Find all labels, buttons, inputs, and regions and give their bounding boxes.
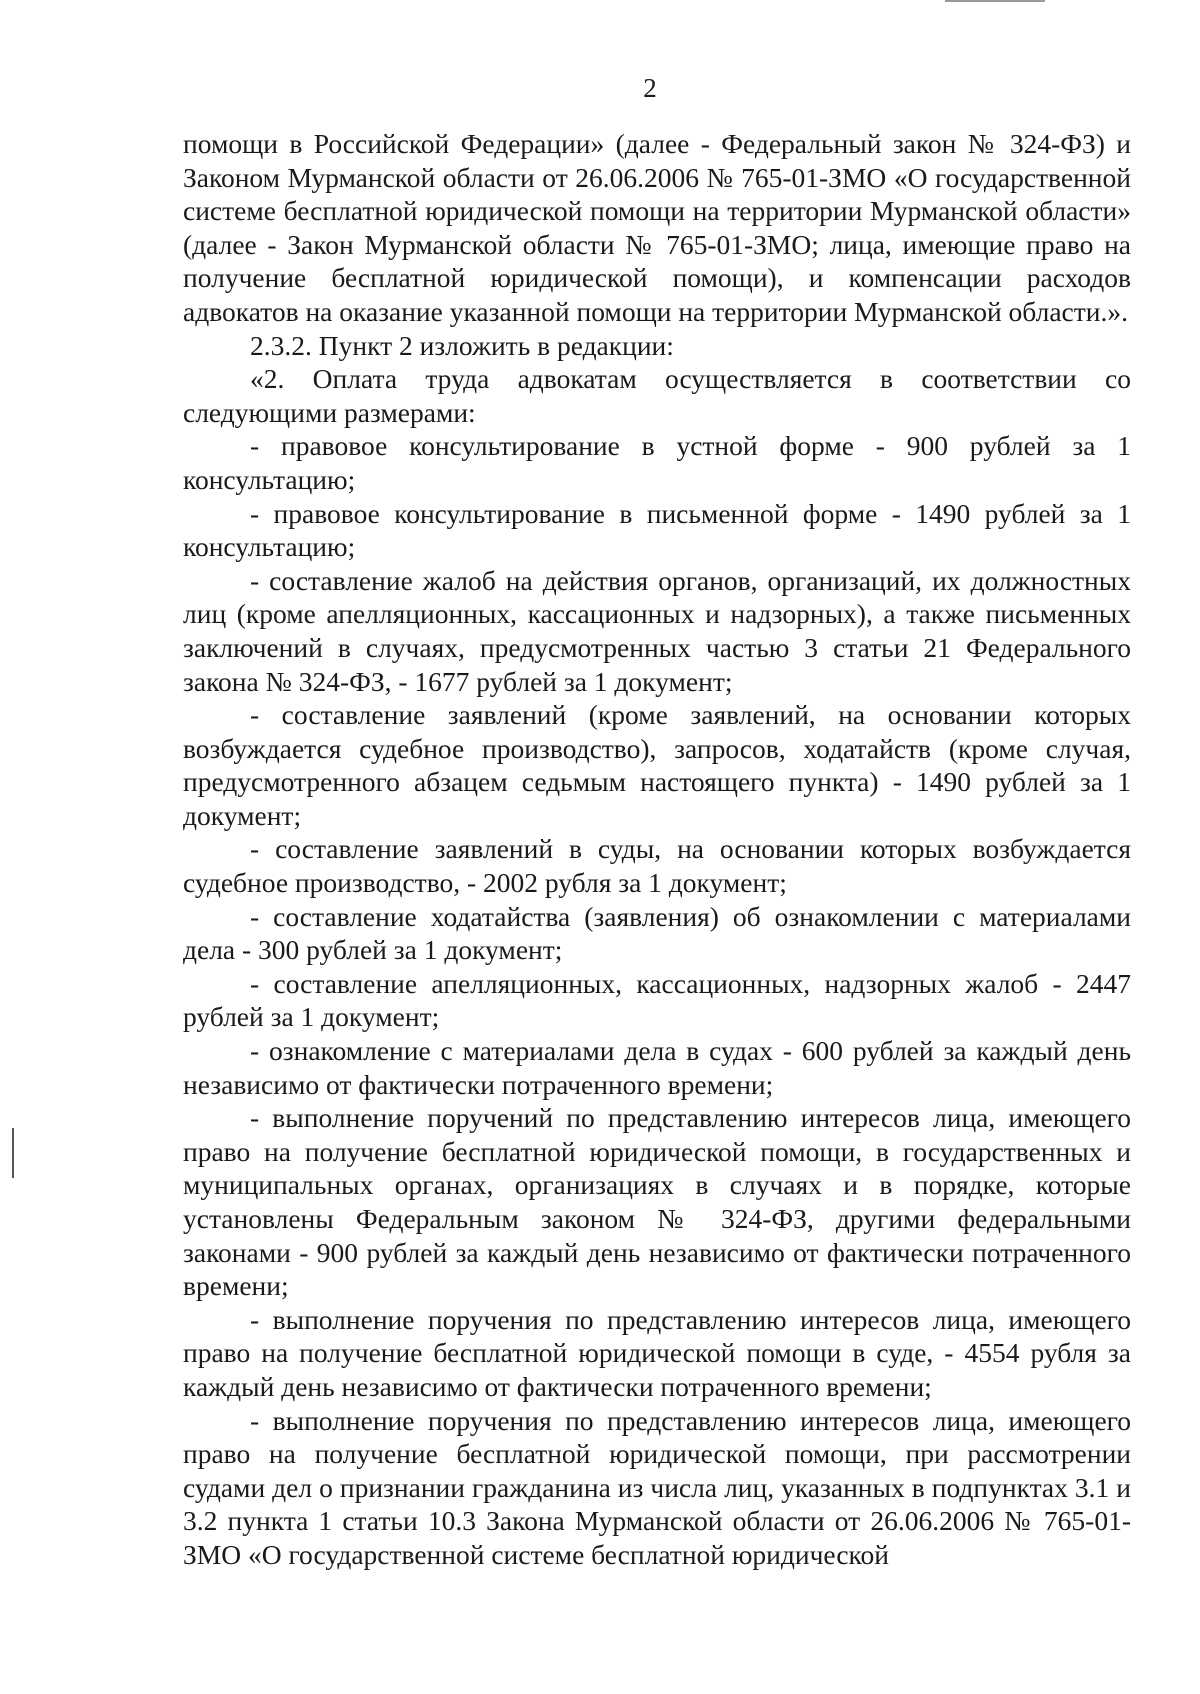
list-item-case-file-motion: - составление ходатайства (заявления) об ознакомлении с материалами дела - 300 рублей за 1 документ; [183, 900, 1131, 966]
paragraph-continuation: помощи в Российской Федерации» (далее - Федеральный закон № 324-ФЗ) и Законом Мурманской области от 26.06.2006 № 765-01-ЗМО «О государственной системе бесплатной юридической помощи на территории Мурманской области» (далее - Закон Мурманской области № 765-01-ЗМО; лица, имеющие право на получение бесплатной юридической помощи), и компенсации расходов адвокатов на оказание указанной помощи на территории Мурманской области.». [183, 128, 1131, 327]
list-item-case-file-review: - ознакомление с материалами дела в судах - 600 рублей за каждый день независимо от фактически потраченного времени; [183, 1035, 1131, 1100]
list-item-representation-special-cases: - выполнение поручения по представлению интересов лица, имеющего право на получение бесплатной юридической помощи, при рассмотрении судами дел о признании гражданина из числа лиц, указанных в подпунктах 3.1 и 3.2 пункта 1 статьи 10.3 Закона Мурманской области от 26.06.2006 № 765-01-ЗМО «О государственной системе бесплатной юридической [183, 1404, 1131, 1570]
scan-artifact-top [945, 0, 1045, 2]
page-number: 2 [643, 73, 657, 103]
paragraph-item-2-intro: «2. Оплата труда адвокатам осуществляется в соответствии со следующими размерами: [183, 363, 1131, 428]
list-item-court-applications: - составление заявлений в суды, на основании которых возбуждается судебное производство, - 2002 рубля за 1 документ; [183, 833, 1131, 899]
paragraph-clause-2-3-2: 2.3.2. Пункт 2 изложить в редакции: [250, 329, 674, 361]
list-item-representation-court: - выполнение поручения по представлению интересов лица, имеющего право на получение бесплатной юридической помощи в суде, - 4554 рубля за каждый день независимо от фактически потраченного времени; [183, 1303, 1131, 1402]
list-item-representation-agencies: - выполнение поручений по представлению интересов лица, имеющего право на получение бесплатной юридической помощи, в государственных и муниципальных органах, организациях в случаях и в порядке, которые установлены Федеральным законом № 324-ФЗ, другими федеральными законами - 900 рублей за каждый день независимо от фактически потраченного времени; [183, 1102, 1131, 1302]
list-item-complaints: - составление жалоб на действия органов, организаций, их должностных лиц (кроме апелляционных, кассационных и надзорных), а также письменных заключений в случаях, предусмотренных частью 3 статьи 21 Федерального закона № 324-ФЗ, - 1677 рублей за 1 документ; [183, 564, 1131, 697]
list-item-applications-requests: - составление заявлений (кроме заявлений, на основании которых возбуждается судебное производство), запросов, ходатайств (кроме случая, предусмотренного абзацем седьмым настоящего пункта) - 1490 рублей за 1 документ; [183, 699, 1131, 831]
list-item-written-consulting: - правовое консультирование в письменной форме - 1490 рублей за 1 консультацию; [183, 497, 1131, 563]
list-item-appeal-complaints: - составление апелляционных, кассационных, надзорных жалоб - 2447 рублей за 1 документ; [183, 967, 1131, 1033]
document-body [183, 127, 1131, 1572]
scan-artifact-left [12, 1128, 14, 1178]
list-item-oral-consulting: - правовое консультирование в устной форме - 900 рублей за 1 консультацию; [183, 430, 1131, 495]
